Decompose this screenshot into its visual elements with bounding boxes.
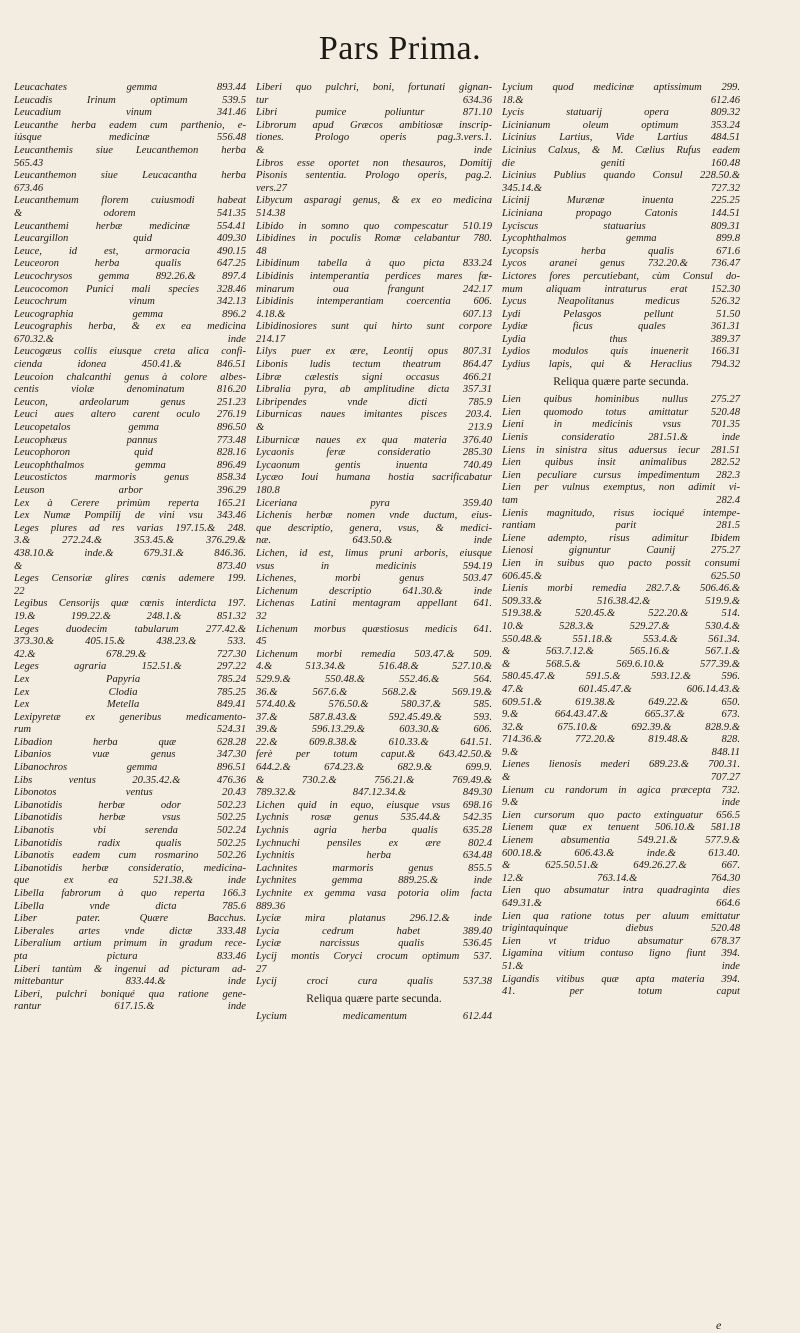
index-entry: Leucanthemon siue Leucacantha herba (14, 170, 246, 182)
index-entry: Libella fabrorum à quo reperta 166.3 (14, 888, 246, 899)
index-entry: Leges duodecim tabularum 277.42.& (14, 623, 246, 635)
page-title: Pars Prima. (318, 30, 482, 67)
index-entry: Lydi Pelasgos pellunt 51.50 (502, 308, 740, 320)
index-entry: Liberi quo pulchri, boni, fortunati gignan- (256, 82, 492, 93)
index-entry: Lex Metella 849.41 (14, 699, 246, 711)
section-note: Reliqua quære parte secunda. (306, 992, 442, 1005)
index-entry: 574.40.& 576.50.& 580.37.& 585. (256, 699, 492, 711)
index-entry: Lychnite ex gemma vasa potoria olim facta (256, 888, 492, 899)
index-entry: Lycij croci cura qualis 537.38 (256, 976, 492, 988)
index-entry: & 873.40 (14, 560, 246, 572)
index-entry: Liberales artes vnde dictæ 333.48 (14, 925, 246, 937)
index-entry: Liber pater. Quære Bacchus. (14, 913, 246, 925)
index-entry: tur 634.36 (256, 94, 492, 106)
index-entry: 509.33.& 516.38.42.& 519.9.& (502, 595, 740, 607)
index-entry: Leucargillon quid 409.30 (14, 233, 246, 245)
index-entry: die geniti 160.48 (502, 157, 740, 169)
index-entry: Lycij montis Coryci crocum optimum 537. (256, 950, 492, 962)
index-entry: Lycium medicamentum 612.44 (256, 1011, 492, 1023)
index-entry: 649.31.& 664.6 (502, 898, 740, 909)
index-entry: Libanochros gemma 896.51 (14, 762, 246, 774)
index-entry: 609.51.& 619.38.& 649.22.& 650. (502, 696, 740, 708)
index-entry: næ. 643.50.& inde (256, 535, 492, 547)
index-entry: Libidinis intemperantiam coercentia 606. (256, 296, 492, 308)
index-entry: cienda idonea 450.41.& 846.51 (14, 359, 246, 371)
index-entry: Lien quibus hominibus nullus 275.27 (502, 394, 740, 406)
index-entry: Leucochrum vinum 342.13 (14, 296, 246, 308)
index-entry: iúsque medicinæ 556.48 (14, 132, 246, 144)
index-entry: Liene adempto, risus adimitur Ibidem (502, 532, 740, 544)
index-entry: minarum oua frangunt 242.17 (256, 283, 492, 295)
index-entry: 3.& 272.24.& 353.45.& 376.29.& (14, 535, 246, 547)
index-entry: Libella vnde dicta 785.6 (14, 900, 246, 912)
index-entry: Lycæo Ioui humana hostia sacrificabatur (256, 472, 492, 484)
index-entry: Leucanthemum florem cuiusmodi habeat (14, 195, 246, 207)
index-entry: Lien peculiare cursus impedimentum 282.3 (502, 469, 740, 481)
index-entry: Lycis statuarij opera 809.32 (502, 107, 740, 119)
index-entry: Leucadium vinum 341.46 (14, 107, 246, 119)
index-entry: Lienes lienosis mederi 689.23.& 700.31. (502, 759, 740, 771)
index-entry: tam 282.4 (502, 495, 740, 506)
section-note: Reliqua quære parte secunda. (553, 375, 689, 388)
index-entry: Lycia cedrum habet 389.40 (256, 925, 492, 937)
index-entry: Licinius Lartius, Vide Lartius 484.51 (502, 132, 740, 144)
index-entry: ferè per totum caput.& 643.42.50.& (256, 749, 492, 761)
index-entry: Lychnis rosæ genus 535.44.& 542.35 (256, 812, 492, 824)
index-entry: Libros esse oportet non thesauros, Domitij (256, 157, 492, 169)
index-entry: Ligamina vitium contuso ligno fiunt 394. (502, 948, 740, 960)
index-entry: & 563.7.12.& 565.16.& 567.1.& (502, 646, 740, 658)
index-entry: Libs ventus 20.35.42.& 476.36 (14, 774, 246, 786)
index-entry: Lienosi gignuntur Caunij 275.27 (502, 545, 740, 557)
index-entry: 345.14.& 727.32 (502, 182, 740, 194)
index-entry: Liciniana propago Catonis 144.51 (502, 207, 740, 219)
index-entry: Lichen quid in equo, eiusque vsus 698.16 (256, 799, 492, 811)
index-entry: Lien in suibus quo pacto possit consumi (502, 557, 740, 569)
index-entry: Leucophthalmos gemma 896.49 (14, 459, 246, 471)
index-entry: Leuci aues altero carent oculo 276.19 (14, 409, 246, 421)
index-entry: Libonotos ventus 20.43 (14, 787, 246, 799)
index-entry: Libanotis vbi serenda 502.24 (14, 825, 246, 837)
index-column-3 (502, 82, 740, 999)
index-entry: Lienem absumentia 549.21.& 577.9.& (502, 835, 740, 847)
index-entry: Lex Numæ Pompilij de vini vsu 343.46 (14, 510, 246, 522)
index-entry: Leucanthemis siue Leucanthemon herba (14, 144, 246, 156)
index-entry: 529.9.& 550.48.& 552.46.& 564. (256, 673, 492, 685)
index-entry: 580.45.47.& 591.5.& 593.12.& 596. (502, 671, 740, 683)
index-entry: Librorum apud Græcos ambitiosæ inscrip- (256, 119, 492, 131)
index-entry: Libanotidis herbæ consideratio, medicina- (14, 862, 246, 874)
index-entry: Lien cursorum quo pacto extinguatur 656.5 (502, 809, 740, 821)
index-entry: Leuson arbor 396.29 (14, 485, 246, 496)
index-entry: Leucon, ardeolarum genus 251.23 (14, 396, 246, 408)
index-entry: mittebantur 833.44.& inde (14, 976, 246, 988)
index-entry: Liceriana pyra 359.40 (256, 497, 492, 509)
index-entry: Libanios vuæ genus 347.30 (14, 749, 246, 761)
index-entry: 32.& 675.10.& 692.39.& 828.9.& (502, 721, 740, 733)
index-entry: 10.& 528.3.& 529.27.& 530.4.& (502, 620, 740, 632)
index-entry: Liberi, pulchri boniqué qua ratione gene- (14, 988, 246, 1000)
index-entry: Libidinum tabella à quo picta 833.24 (256, 258, 492, 270)
index-entry: 550.48.& 551.18.& 553.4.& 561.34. (502, 633, 740, 645)
index-entry: Lichenas Latini mentagram appellant 641. (256, 598, 492, 610)
index-entry: Lycaonum gentis inuenta 740.49 (256, 459, 492, 471)
index-entry: 789.32.& 847.12.34.& 849.30 (256, 787, 492, 799)
index-entry: 39.& 596.13.29.& 603.30.& 606. (256, 724, 492, 736)
index-column-1 (14, 82, 246, 1014)
index-entry: rantur 617.15.& inde (14, 1001, 246, 1013)
index-entry: Pisonis sententia. Prologo operis, pag.2. (256, 170, 492, 182)
index-entry: rantiam parit 281.5 (502, 520, 740, 532)
index-entry: Lychnis agria herba qualis 635.28 (256, 825, 492, 837)
index-entry: Leucochrysos gemma 892.26.& 897.4 (14, 270, 246, 282)
index-entry: 27 (256, 963, 267, 975)
index-entry: Lien qua ratione totus per aluum emittatur (502, 910, 740, 922)
index-entry: Lex à Cerere primùm reperta 165.21 (14, 497, 246, 509)
index-entry: Lienum cu randorum in agica præcepta 732. (502, 784, 740, 796)
index-entry: 36.& 567.6.& 568.2.& 569.19.& (256, 686, 492, 698)
index-entry: Leucanthemi herbæ medicinæ 554.41 (14, 220, 246, 232)
index-entry: Liens in sinistra situs aduersus iecur 281.51 (502, 444, 740, 456)
index-entry: vsus in medicinis 594.19 (256, 560, 492, 572)
index-entry: Leucogæus collis eiusque creta alica confi- (14, 346, 246, 358)
index-entry: Libadion herba quæ 628.28 (14, 736, 246, 748)
index-entry: Leucopetalos gemma 896.50 (14, 422, 246, 434)
index-entry: Lycophthalmos gemma 899.8 (502, 233, 740, 245)
index-entry: Leuce, id est, armoracia 490.15 (14, 245, 246, 257)
index-entry: Leges plures ad res varias 197.15.& 248. (14, 522, 246, 534)
index-entry: Lydios modulos quis inuenerit 166.31 (502, 346, 740, 358)
index-entry: Licinius Publius quando Consul 228.50.& (502, 170, 740, 182)
index-entry: Lichenis herbæ nomen vnde ductum, eius- (256, 510, 492, 522)
index-entry: & odorem 541.35 (14, 207, 246, 219)
index-entry: 18.& 612.46 (502, 94, 740, 106)
index-entry: Lychnitis herba 634.48 (256, 850, 492, 862)
index-entry: & inde (256, 144, 492, 156)
index-entry: Lien quomodo totus amittatur 520.48 (502, 406, 740, 418)
index-entry: Libralia pyra, ab amplitudine dicta 357.31 (256, 384, 492, 396)
index-entry: Leucachates gemma 893.44 (14, 82, 246, 93)
index-entry: Leucographis herba, & ex ea medicina (14, 321, 246, 333)
index-entry: Lyciæ narcissus qualis 536.45 (256, 938, 492, 950)
index-entry: Lycos aranei genus 732.20.& 736.47 (502, 258, 740, 270)
index-entry: vers.27 (256, 182, 287, 194)
index-entry: tiones. Prologo operis pag.3.vers.1. (256, 132, 492, 144)
index-entry: Leucanthe herba eadem cum parthenio, e- (14, 119, 246, 131)
index-entry: Libanotidis radix qualis 502.25 (14, 837, 246, 849)
index-entry: 714.36.& 772.20.& 819.48.& 828. (502, 734, 740, 746)
index-entry: Lichenum descriptio 641.30.& inde (256, 585, 492, 597)
index-entry: 32 (256, 610, 267, 622)
index-entry: 37.& 587.8.43.& 592.45.49.& 593. (256, 711, 492, 723)
index-entry: & 625.50.51.& 649.26.27.& 667. (502, 860, 740, 872)
index-entry: Legibus Censorijs quæ cœnis interdicta 197. (14, 598, 246, 610)
index-entry: que descriptio, genera, vsus, & medici- (256, 522, 492, 534)
index-entry: Lichenum morbus quæstiosus medicis 641. (256, 623, 492, 635)
index-entry: & 568.5.& 569.6.10.& 577.39.& (502, 658, 740, 670)
index-entry: Lien quibus insit animalibus 282.52 (502, 457, 740, 469)
index-entry: Libidinis intemperantia perdices mares fœ- (256, 270, 492, 282)
index-entry: Lydiæ ficus quales 361.31 (502, 321, 740, 333)
index-entry: Lex Clodia 785.25 (14, 686, 246, 698)
index-entry: 4.18.& 607.13 (256, 308, 492, 320)
index-entry: pta pictura 833.46 (14, 950, 246, 962)
index-entry: centis violæ denominatum 816.20 (14, 384, 246, 396)
index-entry: Liberi tantùm & ingenui ad picturam ad- (14, 963, 246, 975)
index-entry: 47.& 601.45.47.& 606.14.43.& (502, 683, 740, 695)
index-entry: Licinij Murænæ inuenta 225.25 (502, 195, 740, 207)
index-entry: & 730.2.& 756.21.& 769.49.& (256, 774, 492, 786)
index-entry: Ligandis vitibus quæ apta materia 394. (502, 973, 740, 985)
index-column-2 (256, 82, 492, 1024)
index-entry: Licinius Calxus, & M. Cælius Rufus eadem (502, 144, 740, 156)
index-entry: que ex ea 521.38.& inde (14, 875, 246, 887)
index-entry: Lex Papyria 785.24 (14, 673, 246, 685)
index-entry: Lien vt triduo absumatur 678.37 (502, 935, 740, 947)
index-entry: 180.8 (256, 485, 280, 496)
index-entry: Lienis consideratio 281.51.& inde (502, 432, 740, 444)
index-entry: 9.& 664.43.47.& 665.37.& 673. (502, 709, 740, 721)
index-entry: Libræ cælestis signi occasus 466.21 (256, 371, 492, 383)
index-entry: Lictores fores percutiebant, cùm Consul do- (502, 270, 740, 282)
index-entry: Leucostictos marmoris genus 858.34 (14, 472, 246, 484)
index-entry: Lychnuchi pensiles ex ære 802.4 (256, 837, 492, 849)
index-entry: Libidinosiores sunt qui hirto sunt corpore (256, 321, 492, 333)
index-entry: Lycium quod medicinæ aptissimum 299. (502, 82, 740, 93)
index-entry: 600.18.& 606.43.& inde.& 613.40. (502, 847, 740, 859)
index-entry: 22 (14, 585, 25, 597)
index-entry: 48 (256, 245, 267, 257)
index-entry: 42.& 678.29.& 727.30 (14, 648, 246, 660)
index-entry: Lydia thus 389.37 (502, 333, 740, 345)
index-entry: 214.17 (256, 333, 286, 345)
index-entry: Lienis morbi remedia 282.7.& 506.46.& (502, 583, 740, 595)
index-entry: Leucophæus pannus 773.48 (14, 434, 246, 446)
index-entry: Libonis ludis tectum theatrum 864.47 (256, 359, 492, 371)
index-entry: Leucocomon Punici mali species 328.46 (14, 283, 246, 295)
index-entry: & 707.27 (502, 772, 740, 784)
index-entry: Leucophoron quid 828.16 (14, 447, 246, 459)
index-entry: 514.38 (256, 207, 286, 219)
index-entry: Lydius lapis, qui & Heraclius 794.32 (502, 359, 740, 371)
index-entry: 670.32.& inde (14, 333, 246, 345)
index-entry: 889.36 (256, 900, 286, 912)
index-entry: Liberalium artium primum in gradum rece- (14, 938, 246, 950)
index-entry: Leucoion chalcanthi genus à colore albes- (14, 371, 246, 383)
index-entry: 9.& 848.11 (502, 746, 740, 758)
index-entry: mum aliquam intraturus erat 152.30 (502, 283, 740, 295)
index-entry: trigintaquinque diebus 520.48 (502, 923, 740, 935)
index-entry: Lienis magnitudo, risus iociqué intempe- (502, 507, 740, 519)
index-entry: Lichen, id est, limus pruni arboris, eiusque (256, 547, 492, 559)
index-entry: Lyciscus statuarius 809.31 (502, 220, 740, 232)
index-entry: 606.45.& 625.50 (502, 570, 740, 582)
index-entry: 41. per totum caput (502, 986, 740, 998)
index-entry: 12.& 763.14.& 764.30 (502, 872, 740, 884)
index-entry: Libido in somno quo compescatur 510.19 (256, 220, 492, 232)
index-entry: Lien per vulnus exemptus, non adimit vi- (502, 482, 740, 494)
index-entry: rum 524.31 (14, 724, 246, 736)
index-entry: Lycopsis herba qualis 671.6 (502, 245, 740, 257)
index-entry: Licinianum oleum optimum 353.24 (502, 119, 740, 131)
index-entry: 673.46 (14, 182, 44, 194)
index-entry: 9.& inde (502, 797, 740, 809)
index-entry: Libripendes vnde dicti 785.9 (256, 396, 492, 408)
index-entry: Lexipyretæ ex generibus medicamento- (14, 711, 246, 723)
catchword: e (716, 1318, 722, 1332)
index-entry: Libanotidis herbæ vsus 502.25 (14, 812, 246, 824)
index-entry: & 213.9 (256, 422, 492, 434)
index-entry: 45 (256, 636, 267, 648)
index-entry: Libanotidis herbæ odor 502.23 (14, 799, 246, 811)
index-entry: Liburnicas naues imitantes pisces 203.4. (256, 409, 492, 421)
index-entry: Lychnites gemma 889.25.& inde (256, 875, 492, 887)
index-entry: 4.& 513.34.& 516.48.& 527.10.& (256, 661, 492, 673)
index-entry: Libidines in poculis Romæ celabantur 780. (256, 233, 492, 245)
index-entry: Lyciæ mira platanus 296.12.& inde (256, 913, 492, 925)
index-entry: Leuceoron herba qualis 647.25 (14, 258, 246, 270)
index-entry: Leges agraria 152.51.& 297.22 (14, 661, 246, 673)
index-entry: 438.10.& inde.& 679.31.& 846.36. (14, 547, 246, 559)
index-entry: Lachnites marmoris genus 855.5 (256, 862, 492, 874)
index-entry: Leges Censoriæ glires cœnis ademere 199. (14, 573, 246, 585)
index-entry: Lienem quæ ex tenuent 506.10.& 581.18 (502, 822, 740, 834)
index-entry: 373.30.& 405.15.& 438.23.& 533. (14, 636, 246, 648)
index-entry: Libycum asparagi genus, & ex eo medicina (256, 195, 492, 207)
index-entry: 519.38.& 520.45.& 522.20.& 514. (502, 608, 740, 620)
index-entry: 565.43 (14, 157, 44, 169)
index-entry: Libanotis eadem cum rosmarino 502.26 (14, 850, 246, 862)
index-entry: Lilys puer ex ære, Leontij opus 807.31 (256, 346, 492, 358)
index-entry: Lichenum morbi remedia 503.47.& 509. (256, 648, 492, 660)
index-entry: Libri pumice poliuntur 871.10 (256, 107, 492, 119)
index-entry: Lichenes, morbi genus 503.47 (256, 573, 492, 585)
index-entry: Leucadis Irinum optimum 539.5 (14, 94, 246, 106)
index-entry: Lien quo absumatur intra quadraginta dies (502, 885, 740, 897)
index-entry: 22.& 609.8.38.& 610.33.& 641.51. (256, 736, 492, 748)
index-entry: Lieni in medicinis vsus 701.35 (502, 419, 740, 431)
index-entry: 51.& inde (502, 960, 740, 972)
index-entry: 19.& 199.22.& 248.1.& 851.32 (14, 610, 246, 622)
index-entry: Liburnicæ naues ex qua materia 376.40 (256, 434, 492, 446)
index-entry: Lycaonis feræ consideratio 285.30 (256, 447, 492, 459)
index-entry: Lycus Neapolitanus medicus 526.32 (502, 296, 740, 308)
index-entry: Leucographia gemma 896.2 (14, 308, 246, 320)
index-entry: 644.2.& 674.23.& 682.9.& 699.9. (256, 762, 492, 774)
